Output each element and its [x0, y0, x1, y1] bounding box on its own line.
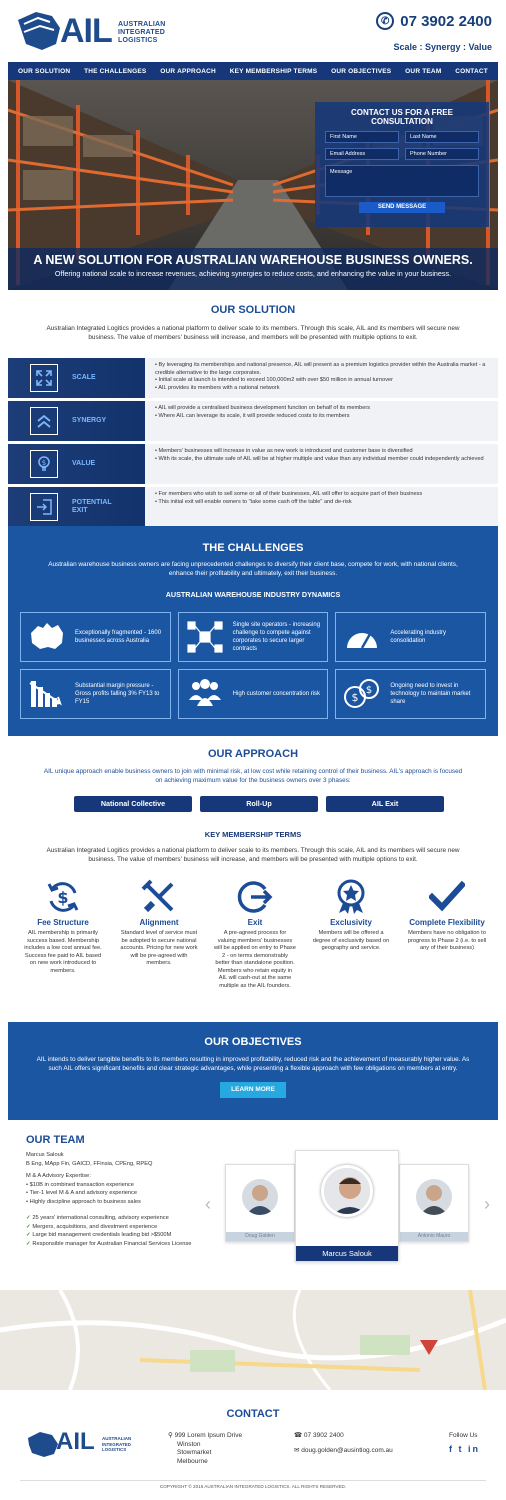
solution-bullets [138, 487, 498, 527]
location-pin-icon: ⚲ [168, 1432, 173, 1439]
solution-bullets [138, 401, 498, 441]
member-name: Marcus Salouk [26, 1152, 64, 1158]
logo-text-line: INTEGRATED [118, 29, 165, 36]
team-card-name: Marcus Salouk [296, 1246, 398, 1261]
team-section [0, 1132, 506, 1287]
logo-text [118, 21, 166, 45]
header [0, 0, 506, 62]
industry-tile [20, 612, 171, 662]
footer-phone[interactable]: ☎ 07 3902 2400 [294, 1432, 344, 1439]
phone-number: 07 3902 2400 [400, 12, 492, 30]
logo-text: AUSTRALIAN INTEGRATED LOGISTICS [102, 1436, 132, 1452]
bullet: • AIL will provide a centralised business development function on behalf of its members [155, 405, 371, 411]
expertise-item: • Highly discipline approach to business sales [26, 1198, 141, 1205]
term-title: Alignment [139, 918, 179, 927]
tools-icon [118, 878, 200, 916]
logo[interactable] [16, 10, 166, 56]
map-image [0, 1290, 506, 1390]
hero [8, 80, 498, 290]
member-credentials: B Eng, MApp Fin, GAICD, FFinsia, CPEng, RPEQ [26, 1160, 153, 1167]
bullet: • AIL provides its members with a national network [155, 384, 280, 391]
hero-banner [8, 248, 498, 290]
australia-map-icon [27, 619, 67, 655]
phone-icon: ✆ [376, 12, 394, 30]
phone-icon: ☎ [294, 1432, 303, 1439]
nav-item-the-challenges[interactable]: THE CHALLENGES [84, 67, 147, 75]
chevrons-up-icon [30, 407, 58, 435]
declining-chart-icon [27, 676, 67, 712]
team-card-right[interactable] [399, 1164, 469, 1242]
term-fee-structure [22, 878, 104, 990]
tile-text: Ongoing need to invest in technology to maintain market share [390, 683, 471, 705]
solution-text: Australian Integrated Logitics provides a national platform to deliver scale to its members. Through this scale, AIL and its members will secure new business. The value of members' business will increase, and members will be presented with multiple options to exit. [46, 325, 460, 341]
tile-text: Substantial margin pressure - Gross profits falling 3% FY13 to FY15 [75, 683, 160, 705]
tagline: Scale : Synergy : Value [393, 42, 492, 52]
logo-letters: AIL [56, 1428, 95, 1455]
term-exclusivity [310, 878, 392, 990]
expertise-item: • $10B in combined transaction experience [26, 1181, 134, 1188]
solution-row-scale [8, 358, 498, 398]
consultation-form [315, 102, 489, 227]
solution-label: VALUE [72, 460, 96, 467]
term-title: Complete Flexibility [409, 918, 485, 927]
industry-tile [178, 669, 329, 719]
star-badge-icon [310, 878, 392, 916]
logo-text-line: AUSTRALIAN [118, 21, 166, 28]
first-name-field[interactable]: First Name [325, 131, 399, 143]
approach-title: OUR APPROACH [207, 748, 299, 760]
approach-section [0, 748, 506, 785]
check-item: ✓ 25 years' international consulting, advisory experience [26, 1215, 169, 1221]
carousel-next-icon[interactable]: › [484, 1194, 490, 1214]
term-title: Exit [247, 918, 263, 927]
industry-tile [335, 669, 486, 719]
nav-item-our-approach[interactable]: OUR APPROACH [160, 67, 216, 75]
bullet: • For members who wish to sell some or all of their businesses, AIL will offer to acquire part of their business [155, 491, 423, 497]
footer-email[interactable]: ✉ doug.golden@ausintlog.com.au [294, 1447, 393, 1454]
term-title: Fee Structure [37, 918, 89, 927]
nav-item-key-membership-terms[interactable]: KEY MEMBERSHIP TERMS [229, 67, 318, 75]
avatar [242, 1179, 278, 1215]
term-text: A pre-agreed process for valuing members' businesses will be applied on entry to Phase 2 - on terms demonstrably better than standalone position. Members who retain equity in AIL will cash-out at the same multiple as the AIL founders. [214, 930, 296, 989]
nav-item-contact[interactable]: CONTACT [455, 67, 488, 75]
team-member-details [26, 1152, 196, 1249]
term-alignment [118, 878, 200, 990]
phase-national-collective-button[interactable]: National Collective [74, 796, 192, 812]
challenges-title: THE CHALLENGES [202, 542, 304, 554]
solution-label: SCALE [72, 374, 96, 381]
bullet: • Where AIL can leverage its scale, it will provide reduced costs to its members [155, 412, 350, 419]
learn-more-button[interactable]: LEARN MORE [220, 1082, 286, 1098]
tile-text: High customer concentration risk [232, 691, 321, 697]
term-exit [214, 878, 296, 990]
svg-text:$: $ [41, 459, 47, 467]
dollar-cycle-icon [22, 878, 104, 916]
challenges-text: Australian warehouse business owners are facing unprecedented challenges to diversify their client base, compete for work, with national clients, enhance their profitability and ultimately, exit their business. [48, 561, 458, 577]
nav-item-our-team[interactable]: OUR TEAM [405, 67, 442, 75]
contact-title: CONTACT [226, 1408, 280, 1420]
footer-logo[interactable] [26, 1428, 132, 1463]
check-icon: ✓ [26, 1215, 31, 1221]
location-map[interactable] [0, 1290, 506, 1390]
bullet: • With its scale, the ultimate safe of AIL will be at higher multiple and value than any individual member could independently achieved [155, 455, 484, 462]
checkmark-icon [406, 878, 488, 916]
send-message-button[interactable]: SEND MESSAGE [359, 202, 445, 213]
solution-label: POTENTIAL [72, 499, 112, 506]
phase-ail-exit-button[interactable]: AIL Exit [326, 796, 444, 812]
last-name-field[interactable]: Last Name [405, 131, 479, 143]
team-card-name: Antonio Mauro [400, 1232, 468, 1241]
term-text: Standard level of service must be adopted to secure national accounts. Pricing for new work will be pre-agreed with members. [120, 930, 198, 966]
message-field[interactable]: Message [325, 165, 479, 197]
solution-row-synergy [8, 401, 498, 441]
objectives-text: AIL intends to deliver tangible benefits to its members resulting in improved profitability, reduced risk and the achievement of measurably higher value. As such AIL offers significant benefits and clear strategic advantages, while presenting a flexible approach with few obligations on members at entry. [36, 1056, 470, 1072]
industry-tiles [20, 612, 486, 719]
footer-address: ⚲ 999 Lorem Ipsum Drive Winston Stowmarket Melbourne [168, 1432, 243, 1465]
objectives-title: OUR OBJECTIVES [204, 1036, 302, 1048]
follow-us-label: Follow Us [449, 1432, 478, 1439]
membership-section [0, 830, 506, 864]
logo-text-line: LOGISTICS [118, 37, 158, 44]
tile-text: Single site operators - increasing challenge to compete against corporates to secure larger contracts [232, 622, 321, 652]
solution-label: SYNERGY [72, 417, 107, 424]
team-card-name: Doug Golden [226, 1232, 294, 1241]
nav-item-our-solution[interactable]: OUR SOLUTION [18, 67, 71, 75]
bullet: • This initial exit will enable owners to "take some cash off the table" and de-risk [155, 498, 352, 505]
gauge-icon [342, 619, 382, 655]
expertise-item: • Tier-1 level M & A and advisory experience [26, 1190, 138, 1196]
phase-roll-up-button[interactable]: Roll-Up [200, 796, 318, 812]
email-field[interactable]: Email Address [325, 148, 399, 160]
solution-title: OUR SOLUTION [210, 304, 296, 316]
industry-tile [178, 612, 329, 662]
challenges-section [8, 526, 498, 736]
exit-door-icon [30, 493, 58, 521]
team-title: OUR TEAM [26, 1134, 85, 1146]
header-phone[interactable] [376, 12, 492, 30]
term-complete-flexibility [406, 878, 488, 990]
solution-row-value [8, 444, 498, 484]
term-text: Members will be offered a degree of exclusivity based on geography and service. [312, 930, 390, 951]
logo-letters: AIL [60, 12, 112, 50]
solution-bullets [138, 358, 498, 398]
nav-item-our-objectives[interactable]: OUR OBJECTIVES [331, 67, 392, 75]
svg-text:$: $ [57, 888, 69, 907]
check-icon: ✓ [26, 1240, 31, 1247]
solution-label: EXIT [72, 507, 88, 514]
approach-text: AIL unique approach enable business owners to join with minimal risk, at low cost while retaining control of their business. AIL's approach is focused on achieving maximum value for the business owners over 3 phases: [43, 768, 463, 784]
mail-icon: ✉ [294, 1447, 300, 1454]
svg-text:$: $ [366, 685, 373, 696]
hero-subline: Offering national scale to increase revenues, achieving synergies to reduce costs, and enhancing the value in your business. [54, 269, 452, 278]
challenges-subtitle: AUSTRALIAN WAREHOUSE INDUSTRY DYNAMICS [165, 590, 341, 599]
objectives-section [8, 1022, 498, 1120]
bullet: • By leveraging its memberships and national presence, AIL will present as a premium logistics provider within the Australia market - a credible alternative to the large corporates. [155, 362, 486, 376]
tile-text: Exceptionally fragmented - 1600 businesses across Australia [75, 630, 162, 644]
solution-row-potential-exit [8, 487, 498, 527]
industry-tile [335, 612, 486, 662]
expertise-title: M & A Advisory Expertise: [26, 1173, 91, 1179]
term-text: Members have no obligation to progress to Phase 2 (i.e. to sell any of their business) [407, 930, 487, 951]
term-title: Exclusivity [330, 918, 372, 927]
check-icon: ✓ [26, 1232, 31, 1238]
solution-rows [8, 358, 498, 530]
coins-icon [342, 676, 382, 712]
membership-text: Australian Integrated Logitics provides a national platform to deliver scale to its members. Through this scale, AIL and its members will secure new business. The value of members' business will increase, and members will be presented with multiple options to exit. [46, 847, 460, 863]
team-card-center[interactable] [295, 1150, 399, 1262]
approach-phases [74, 796, 444, 812]
check-item: ✓ Mergers, acquisitions, and divestment experience [26, 1223, 158, 1230]
solution-section [0, 304, 506, 342]
membership-title: KEY MEMBERSHIP TERMS [204, 830, 302, 839]
phone-field[interactable]: Phone Number [405, 148, 479, 160]
tile-text: Accelerating industry consolidation [390, 630, 447, 644]
team-carousel [205, 1146, 490, 1271]
copyright: COPYRIGHT © 2015 AUSTRALIAN INTEGRATED LOGISTICS. ALL RIGHTS RESERVED. [20, 1480, 486, 1489]
form-title: CONTACT US FOR A FREE CONSULTATION [351, 108, 453, 126]
dollar-bulb-icon [30, 450, 58, 478]
expand-icon [30, 364, 58, 392]
industry-tile [20, 669, 171, 719]
team-card-left[interactable] [225, 1164, 295, 1242]
avatar [321, 1165, 373, 1217]
social-links[interactable]: f t in [449, 1444, 480, 1454]
term-text: AIL membership is primarily success based. Membership includes a low cost annual fee. Success fee paid to AIL based on new work introduced to members. [24, 930, 102, 974]
solution-bullets [138, 444, 498, 484]
avatar [416, 1179, 452, 1215]
check-item: ✓ Responsible manager for Australian Financial Services License [26, 1240, 192, 1247]
svg-text:$: $ [351, 691, 359, 704]
network-icon [185, 619, 225, 655]
membership-terms [22, 878, 488, 990]
main-nav [8, 62, 498, 80]
carousel-prev-icon[interactable]: ‹ [205, 1194, 211, 1214]
people-group-icon [185, 676, 225, 712]
exit-arrow-icon [214, 878, 296, 916]
bullet: • Initial scale at launch is intended to exceed 100,000m2 with over $50 million in annual turnover [155, 377, 393, 383]
check-item: ✓ Large bid management credentials leading bid >$500M [26, 1232, 172, 1238]
hero-headline: A NEW SOLUTION FOR AUSTRALIAN WAREHOUSE BUSINESS OWNERS. [33, 253, 473, 267]
check-icon: ✓ [26, 1223, 31, 1230]
footer [0, 1390, 506, 1500]
bullet: • Members' businesses will increase in value as new work is introduced and customer base is diversified [155, 448, 413, 454]
